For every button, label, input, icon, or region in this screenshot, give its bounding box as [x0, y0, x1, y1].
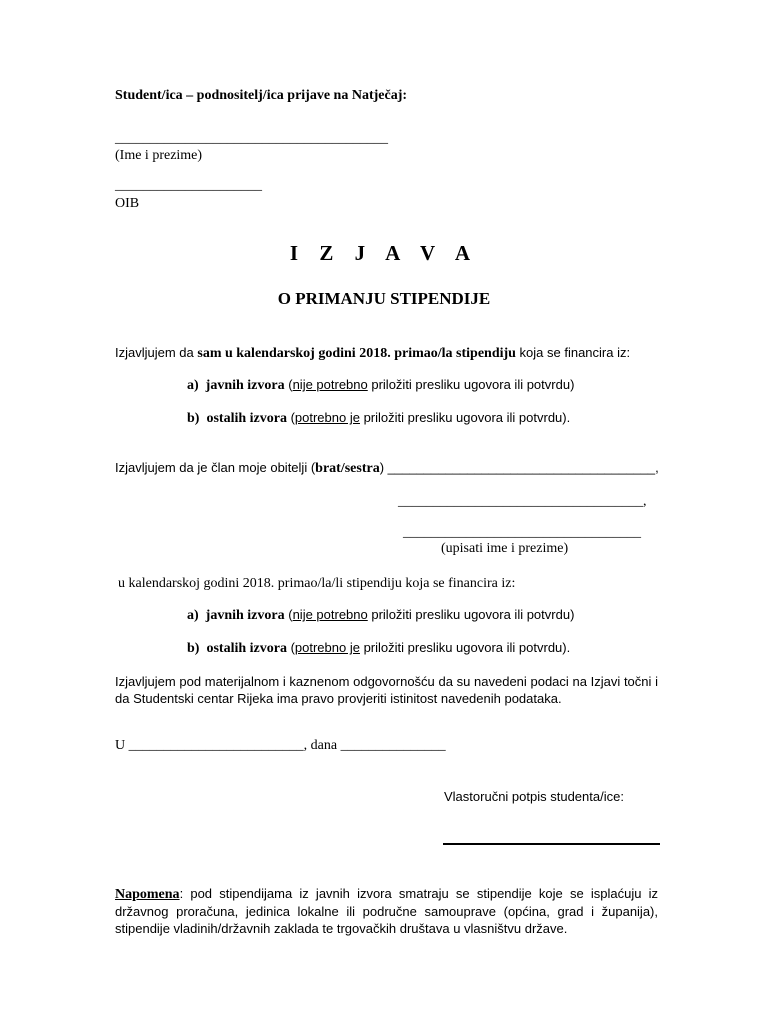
family-name-caption: (upisati ime i prezime): [441, 541, 569, 556]
section1-intro: [115, 345, 630, 362]
option-bold: ostalih izvora: [206, 641, 287, 656]
option-rest: priložiti presliku ugovora ili potvrdu): [367, 377, 575, 392]
oib-field-line[interactable]: _____________________: [115, 178, 262, 193]
section1-intro-post: koja se financira iz:: [515, 345, 631, 360]
place-label: U: [115, 738, 126, 753]
option-underline: nije potrebno: [292, 377, 368, 392]
option-open: (: [286, 640, 295, 655]
applicant-label: Student/ica – podnositelj/ica prijave na Natječaj:: [115, 88, 408, 103]
document-title: I Z J A V A: [289, 241, 479, 265]
option-open: (: [284, 377, 293, 392]
family-name-line-3[interactable]: __________________________________: [403, 525, 641, 540]
document-subtitle: O PRIMANJU STIPENDIJE: [277, 289, 491, 308]
section2-option-a[interactable]: [187, 607, 574, 624]
note-paragraph: [115, 885, 658, 937]
option-bold: javnih izvora: [205, 378, 285, 393]
option-underline: nije potrebno: [292, 607, 368, 622]
note-text: : pod stipendijama iz javnih izvora smatraju se stipendije koje se isplaćuju iz državnog proračuna, jedinica lokalne ili područne samouprave (općina, grad i županija), stipendije vladinih/državnih zaklada te trgovačkih društava u vlasništvu države.: [115, 886, 658, 936]
declaration-text: Izjavljujem pod materijalnom i kaznenom odgovornošću da su navedeni podaci na Izjavi točni i da Studentski centar Rijeka ima pravo provjeriti istinitost navedenih podataka.: [115, 674, 658, 706]
option-open: (: [286, 410, 295, 425]
section2-intro: u kalendarskoj godini 2018. primao/la/li stipendiju koja se financira iz:: [118, 576, 516, 591]
note-label: Napomena: [115, 887, 180, 902]
option-rest: priložiti presliku ugovora ili potvrdu).: [359, 640, 571, 655]
section1-option-a[interactable]: [187, 377, 574, 394]
name-caption: (Ime i prezime): [115, 148, 203, 163]
option-letter: a): [187, 608, 199, 623]
option-open: (: [284, 607, 293, 622]
family-bold: brat/sestra: [315, 461, 380, 476]
section1-intro-pre: Izjavljujem da: [115, 345, 198, 360]
family-member-line[interactable]: [115, 460, 659, 477]
section1-option-b[interactable]: [187, 410, 570, 427]
option-underline: potrebno je: [294, 410, 360, 425]
place-field[interactable]: _________________________: [128, 738, 304, 753]
option-bold: javnih izvora: [205, 608, 285, 623]
section1-intro-bold: sam u kalendarskoj godini 2018. primao/la stipendiju: [197, 346, 516, 361]
section2-option-b[interactable]: [187, 640, 570, 657]
oib-caption: OIB: [115, 196, 140, 211]
signature-label: Vlastoručni potpis studenta/ice:: [444, 789, 624, 804]
place-date-line[interactable]: [115, 738, 446, 754]
option-rest: priložiti presliku ugovora ili potvrdu): [367, 607, 575, 622]
option-rest: priložiti presliku ugovora ili potvrdu).: [359, 410, 571, 425]
date-field[interactable]: _______________: [340, 738, 446, 753]
family-post: ) _____________________________________,: [379, 460, 659, 475]
option-underline: potrebno je: [294, 640, 360, 655]
option-letter: b): [187, 411, 200, 426]
name-field-line[interactable]: _______________________________________: [115, 131, 388, 146]
signature-line[interactable]: [443, 843, 660, 845]
date-label: , dana: [303, 738, 338, 753]
option-letter: a): [187, 378, 199, 393]
option-bold: ostalih izvora: [206, 411, 287, 426]
family-pre: Izjavljujem da je član moje obitelji (: [115, 460, 316, 475]
family-name-line-2[interactable]: ___________________________________,: [398, 494, 647, 509]
option-letter: b): [187, 641, 200, 656]
